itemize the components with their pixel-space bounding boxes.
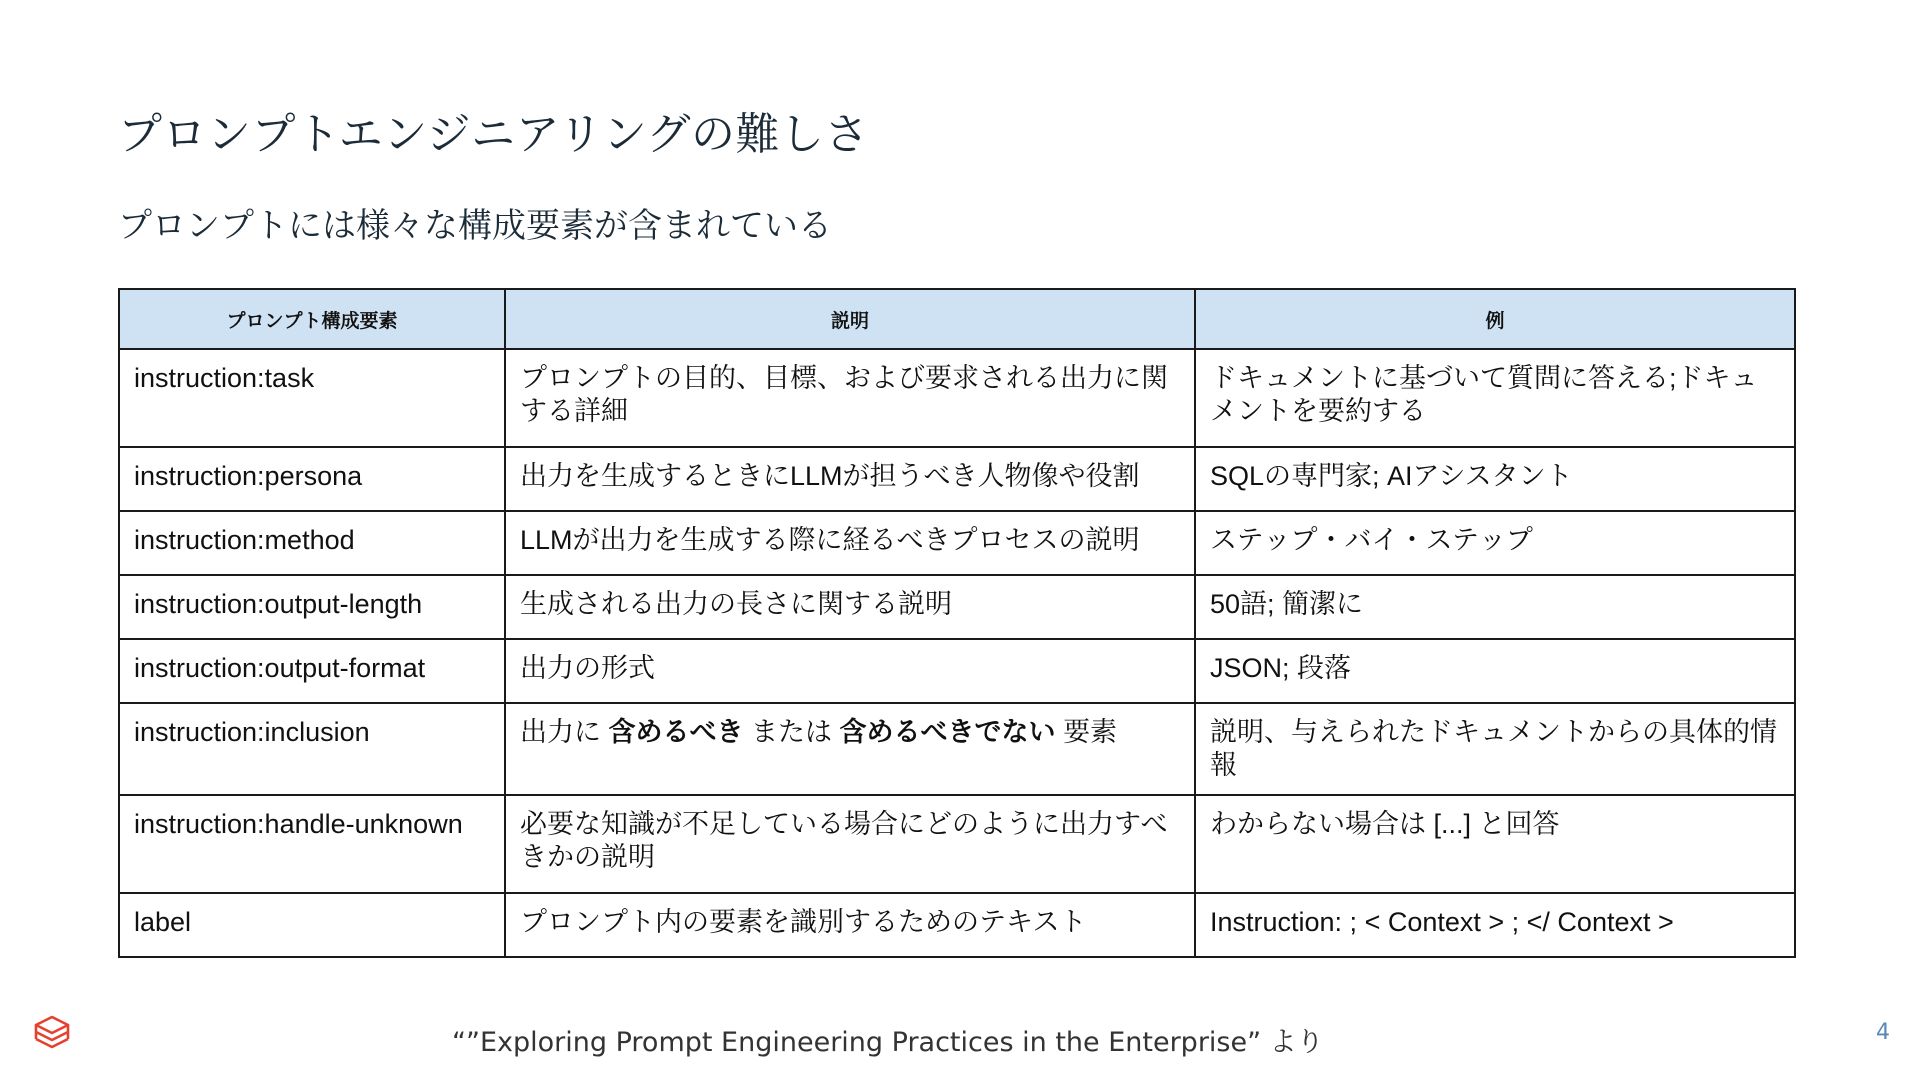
cell-example: ステップ・バイ・ステップ [1195,511,1795,575]
cell-description: LLMが出力を生成する際に経るべきプロセスの説明 [505,511,1195,575]
cell-description: プロンプト内の要素を識別するためのテキスト [505,893,1195,957]
cell-component: instruction:inclusion [119,703,505,795]
cell-component: instruction:method [119,511,505,575]
cell-component: instruction:handle-unknown [119,795,505,893]
header-example: 例 [1195,289,1795,349]
table-header-row [119,289,1795,349]
cell-component: label [119,893,505,957]
prompt-components-table [118,288,1796,958]
cell-example: SQLの専門家; AIアシスタント [1195,447,1795,511]
inclusion-text-part: 出力に [520,717,601,747]
cell-example: JSON; 段落 [1195,639,1795,703]
table-row [119,893,1795,957]
cell-example: 説明、与えられたドキュメントからの具体的情報 [1195,703,1795,795]
page-number: 4 [1876,1020,1890,1045]
table-row [119,575,1795,639]
cell-component: instruction:task [119,349,505,447]
cell-example: ドキュメントに基づいて質問に答える;ドキュメントを要約する [1195,349,1795,447]
cell-description [505,703,1195,795]
cell-example: Instruction: ; < Context > ; </ Context > [1195,893,1795,957]
table-row [119,795,1795,893]
inclusion-emphasis-include: 含めるべき [608,717,744,747]
cell-description: 出力の形式 [505,639,1195,703]
slide-subtitle: プロンプトには様々な構成要素が含まれている [118,206,832,246]
cell-component: instruction:output-format [119,639,505,703]
header-component: プロンプト構成要素 [119,289,505,349]
cell-description: 出力を生成するときにLLMが担うべき人物像や役割 [505,447,1195,511]
inclusion-text-part: または [751,717,833,747]
slide-title: プロンプトエンジニアリングの難しさ [118,109,869,160]
cell-example: わからない場合は [...] と回答 [1195,795,1795,893]
table-row [119,511,1795,575]
cell-component: instruction:persona [119,447,505,511]
table-row [119,703,1795,795]
cell-description: プロンプトの目的、目標、および要求される出力に関する詳細 [505,349,1195,447]
header-description: 説明 [505,289,1195,349]
cell-description: 必要な知識が不足している場合にどのように出力すべきかの説明 [505,795,1195,893]
cell-example: 50語; 簡潔に [1195,575,1795,639]
table-row [119,447,1795,511]
table-row [119,639,1795,703]
citation-text: “”Exploring Prompt Engineering Practices in the Enterprise” より [452,1027,1324,1058]
databricks-logo-icon [32,1013,72,1055]
table-row [119,349,1795,447]
cell-description: 生成される出力の長さに関する説明 [505,575,1195,639]
inclusion-emphasis-exclude: 含めるべきでない [839,717,1056,747]
inclusion-text-part: 要素 [1063,717,1118,747]
cell-component: instruction:output-length [119,575,505,639]
